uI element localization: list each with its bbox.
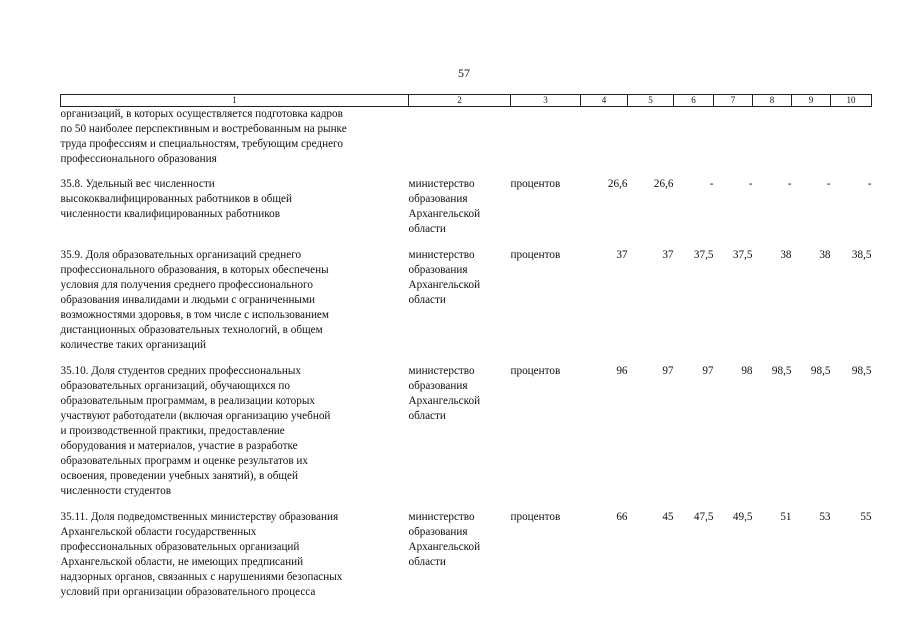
text-line: труда профессиям и специальностям, требующим среднего: [60, 138, 343, 150]
indicator-name: [61, 177, 409, 248]
header-col-2: 2: [409, 95, 511, 107]
text-line: области: [408, 223, 446, 235]
header-col-5: 5: [628, 95, 674, 107]
header-col-6: 6: [674, 95, 714, 107]
text-line: области: [408, 556, 446, 568]
text-line: Архангельской: [408, 541, 481, 553]
text-line: министерство: [408, 249, 475, 261]
text-line: министерство: [408, 178, 475, 190]
table-row: [61, 177, 872, 248]
text-line: области: [408, 410, 446, 422]
unit: процентов: [510, 365, 561, 377]
text-line: Архангельской: [408, 395, 481, 407]
value-col-6: 37,5: [693, 249, 714, 261]
text-line: профессиональных образовательных организаций: [60, 541, 300, 553]
header-col-9: 9: [792, 95, 831, 107]
value-col-4: 26,6: [607, 178, 628, 190]
value-col-5: 97: [662, 365, 674, 377]
text-line: образовательным программам, в реализации которых: [60, 395, 315, 407]
text-line: и производственной практики, предоставление: [60, 425, 285, 437]
text-line: образовательных организаций, обучающихся по: [60, 380, 290, 392]
table-row: [61, 510, 872, 611]
value-col-10: 55: [860, 511, 872, 523]
text-line: организаций, в которых осуществляется подготовка кадров: [60, 108, 343, 120]
responsible-org: [409, 364, 511, 510]
responsible-org: [409, 248, 511, 364]
text-line: Архангельской: [408, 208, 481, 220]
text-line: условий при организации образовательного процесса: [60, 586, 316, 598]
text-line: 35.10. Доля студентов средних профессиональных: [60, 365, 301, 377]
text-line: высококвалифицированных работников в общей: [60, 193, 292, 205]
responsible-org: [409, 510, 511, 611]
text-line: образования инвалидами и людьми с ограниченными: [60, 294, 316, 306]
responsible-org: [409, 177, 511, 248]
value-col-5: 45: [662, 511, 674, 523]
text-line: 35.11. Доля подведомственных министерству образования: [60, 511, 339, 523]
value-col-5: 26,6: [653, 178, 674, 190]
value-col-7: 49,5: [732, 511, 753, 523]
value-col-9: 38: [819, 249, 831, 261]
text-line: профессионального образования, в которых обеспечены: [60, 264, 329, 276]
value-col-10: -: [867, 178, 872, 190]
text-line: Архангельской области государственных: [60, 526, 257, 538]
table-row: [61, 364, 872, 510]
indicator-name: [61, 248, 409, 364]
text-line: количестве таких организаций: [60, 339, 206, 351]
value-col-6: -: [709, 178, 714, 190]
text-line: 35.9. Доля образовательных организаций среднего: [60, 249, 302, 261]
text-line: численности студентов: [60, 485, 171, 497]
text-line: образования: [408, 264, 468, 276]
indicator-name: [61, 364, 409, 510]
value-col-6: 47,5: [693, 511, 714, 523]
header-col-7: 7: [714, 95, 753, 107]
value-col-7: 98: [741, 365, 753, 377]
text-line: министерство: [408, 511, 475, 523]
text-line: профессионального образования: [60, 153, 217, 165]
value-col-4: 66: [616, 511, 628, 523]
text-line: области: [408, 294, 446, 306]
value-col-4: 96: [616, 365, 628, 377]
value-col-10: 38,5: [851, 249, 872, 261]
header-col-10: 10: [831, 95, 872, 107]
indicators-table: [60, 94, 872, 611]
value-col-10: 98,5: [851, 365, 872, 377]
text-line: Архангельской области, не имеющих предписаний: [60, 556, 304, 568]
text-line: освоения, проведении учебных занятий), в общей: [60, 470, 298, 482]
text-line: Архангельской: [408, 279, 481, 291]
header-col-3: 3: [511, 95, 581, 107]
indicator-name: [61, 510, 409, 611]
value-col-5: 37: [662, 249, 674, 261]
unit: процентов: [510, 511, 561, 523]
value-col-7: 37,5: [732, 249, 753, 261]
text-line: оборудования и материалов, участие в разработке: [60, 440, 298, 452]
value-col-8: -: [787, 178, 792, 190]
table-row: [61, 248, 872, 364]
value-col-9: 53: [819, 511, 831, 523]
text-line: образования: [408, 526, 468, 538]
text-line: по 50 наиболее перспективным и востребованным на рынке: [60, 123, 347, 135]
text-line: дистанционных образовательных технологий, в общем: [60, 324, 323, 336]
continuation-row: [61, 107, 872, 178]
value-col-4: 37: [616, 249, 628, 261]
header-row: [61, 95, 872, 107]
value-col-8: 51: [780, 511, 792, 523]
value-col-8: 38: [780, 249, 792, 261]
unit: процентов: [510, 249, 561, 261]
text-line: надзорных органов, связанных с нарушениями безопасных: [60, 571, 343, 583]
value-col-9: 98,5: [810, 365, 831, 377]
continuation-text: [61, 107, 409, 178]
value-col-9: -: [826, 178, 831, 190]
text-line: образования: [408, 193, 468, 205]
value-col-6: 97: [702, 365, 714, 377]
value-col-8: 98,5: [771, 365, 792, 377]
header-col-4: 4: [581, 95, 628, 107]
text-line: численности квалифицированных работников: [60, 208, 280, 220]
text-line: 35.8. Удельный вес численности: [60, 178, 215, 190]
unit: процентов: [510, 178, 561, 190]
text-line: условия для получения среднего профессионального: [60, 279, 313, 291]
value-col-7: -: [748, 178, 753, 190]
header-col-8: 8: [753, 95, 792, 107]
header-col-1: 1: [61, 95, 409, 107]
text-line: участвуют работодатели (включая организацию учебной: [60, 410, 331, 422]
text-line: образования: [408, 380, 468, 392]
text-line: министерство: [408, 365, 475, 377]
text-line: возможностями здоровья, в том числе с использованием: [60, 309, 329, 321]
text-line: образовательных программ и оценке результатов их: [60, 455, 308, 467]
